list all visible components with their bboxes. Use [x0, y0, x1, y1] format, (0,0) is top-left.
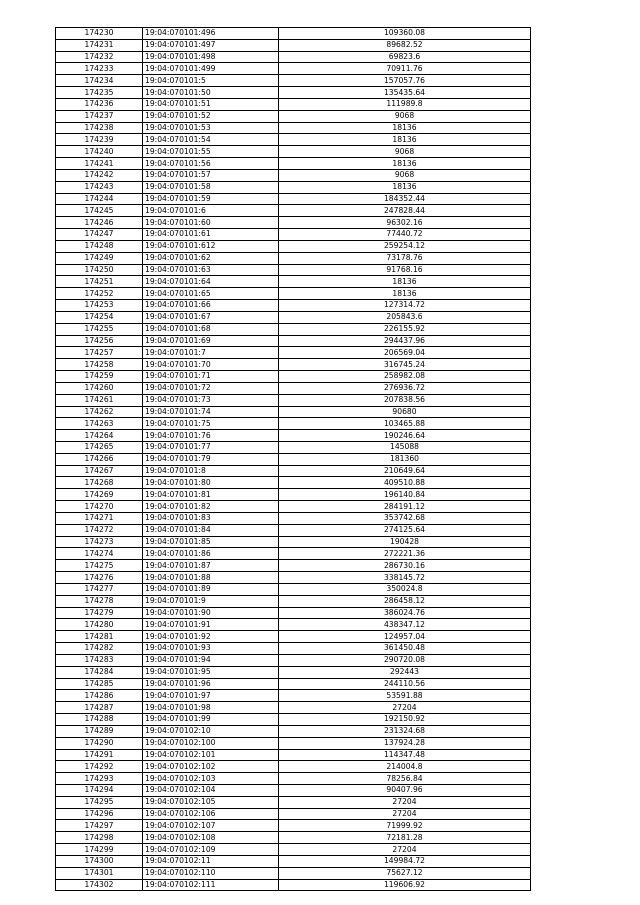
- row-number-cell: 174249: [56, 252, 143, 264]
- table-row: [56, 418, 531, 430]
- table-row: [56, 240, 531, 252]
- table-row: [56, 252, 531, 264]
- table-row: [56, 394, 531, 406]
- cadastral-number-cell: 19:04:070102:10: [143, 725, 279, 737]
- table-row: [56, 158, 531, 170]
- value-cell: 9068: [279, 169, 531, 181]
- cadastral-number-cell: 19:04:070102:100: [143, 737, 279, 749]
- row-number-cell: 174272: [56, 524, 143, 536]
- row-number-cell: 174241: [56, 158, 143, 170]
- row-number-cell: 174295: [56, 796, 143, 808]
- table-row: [56, 737, 531, 749]
- value-cell: 316745.24: [279, 359, 531, 371]
- table-row: [56, 193, 531, 205]
- value-cell: 69823.6: [279, 51, 531, 63]
- value-cell: 137924.28: [279, 737, 531, 749]
- value-cell: 292443: [279, 666, 531, 678]
- value-cell: 75627.12: [279, 867, 531, 879]
- value-cell: 192150.92: [279, 714, 531, 726]
- cadastral-number-cell: 19:04:070101:51: [143, 98, 279, 110]
- cadastral-number-cell: 19:04:070101:70: [143, 359, 279, 371]
- row-number-cell: 174271: [56, 512, 143, 524]
- table-row: [56, 844, 531, 856]
- row-number-cell: 174258: [56, 359, 143, 371]
- row-number-cell: 174252: [56, 288, 143, 300]
- row-number-cell: 174287: [56, 702, 143, 714]
- cadastral-number-cell: 19:04:070101:67: [143, 311, 279, 323]
- cadastral-number-cell: 19:04:070102:108: [143, 832, 279, 844]
- row-number-cell: 174259: [56, 371, 143, 383]
- value-cell: 18136: [279, 122, 531, 134]
- table-row: [56, 323, 531, 335]
- value-cell: 190428: [279, 536, 531, 548]
- table-row: [56, 548, 531, 560]
- row-number-cell: 174246: [56, 217, 143, 229]
- cadastral-number-cell: 19:04:070101:59: [143, 193, 279, 205]
- table-row: [56, 560, 531, 572]
- table-row: [56, 631, 531, 643]
- value-cell: 135435.64: [279, 87, 531, 99]
- table-row: [56, 583, 531, 595]
- cadastral-number-cell: 19:04:070101:87: [143, 560, 279, 572]
- value-cell: 73178.76: [279, 252, 531, 264]
- table-row: [56, 146, 531, 158]
- table-row: [56, 690, 531, 702]
- row-number-cell: 174251: [56, 276, 143, 288]
- value-cell: 77440.72: [279, 229, 531, 241]
- table-row: [56, 98, 531, 110]
- table-row: [56, 276, 531, 288]
- cadastral-number-cell: 19:04:070102:11: [143, 855, 279, 867]
- table-row: [56, 808, 531, 820]
- row-number-cell: 174255: [56, 323, 143, 335]
- cadastral-number-cell: 19:04:070101:612: [143, 240, 279, 252]
- table-row: [56, 181, 531, 193]
- cadastral-number-cell: 19:04:070101:56: [143, 158, 279, 170]
- row-number-cell: 174266: [56, 453, 143, 465]
- row-number-cell: 174301: [56, 867, 143, 879]
- table-row: [56, 335, 531, 347]
- cadastral-number-cell: 19:04:070101:5: [143, 75, 279, 87]
- table-row: [56, 28, 531, 40]
- table-row: [56, 678, 531, 690]
- table-row: [56, 205, 531, 217]
- table-row: [56, 643, 531, 655]
- cadastral-number-cell: 19:04:070101:97: [143, 690, 279, 702]
- cadastral-number-cell: 19:04:070101:65: [143, 288, 279, 300]
- table-row: [56, 725, 531, 737]
- value-cell: 27204: [279, 796, 531, 808]
- row-number-cell: 174293: [56, 773, 143, 785]
- cadastral-number-cell: 19:04:070101:75: [143, 418, 279, 430]
- table-row: [56, 300, 531, 312]
- row-number-cell: 174299: [56, 844, 143, 856]
- cadastral-number-cell: 19:04:070101:91: [143, 619, 279, 631]
- cadastral-number-cell: 19:04:070101:6: [143, 205, 279, 217]
- value-cell: 258982.08: [279, 371, 531, 383]
- cadastral-number-cell: 19:04:070101:68: [143, 323, 279, 335]
- value-cell: 119606.92: [279, 879, 531, 891]
- cadastral-number-cell: 19:04:070101:86: [143, 548, 279, 560]
- row-number-cell: 174261: [56, 394, 143, 406]
- row-number-cell: 174296: [56, 808, 143, 820]
- data-table: [55, 27, 531, 891]
- value-cell: 70911.76: [279, 63, 531, 75]
- row-number-cell: 174283: [56, 654, 143, 666]
- cadastral-number-cell: 19:04:070101:89: [143, 583, 279, 595]
- table-row: [56, 75, 531, 87]
- value-cell: 210649.64: [279, 465, 531, 477]
- cadastral-number-cell: 19:04:070101:80: [143, 477, 279, 489]
- cadastral-number-cell: 19:04:070102:106: [143, 808, 279, 820]
- row-number-cell: 174265: [56, 441, 143, 453]
- row-number-cell: 174291: [56, 749, 143, 761]
- cadastral-number-cell: 19:04:070101:8: [143, 465, 279, 477]
- value-cell: 96302.16: [279, 217, 531, 229]
- value-cell: 207838.56: [279, 394, 531, 406]
- value-cell: 259254.12: [279, 240, 531, 252]
- cadastral-number-cell: 19:04:070101:73: [143, 394, 279, 406]
- table-row: [56, 477, 531, 489]
- cadastral-number-cell: 19:04:070101:7: [143, 347, 279, 359]
- value-cell: 18136: [279, 158, 531, 170]
- table-row: [56, 311, 531, 323]
- table-row: [56, 87, 531, 99]
- row-number-cell: 174231: [56, 39, 143, 51]
- row-number-cell: 174270: [56, 501, 143, 513]
- cadastral-number-cell: 19:04:070101:82: [143, 501, 279, 513]
- row-number-cell: 174267: [56, 465, 143, 477]
- value-cell: 9068: [279, 146, 531, 158]
- row-number-cell: 174302: [56, 879, 143, 891]
- value-cell: 27204: [279, 844, 531, 856]
- row-number-cell: 174280: [56, 619, 143, 631]
- value-cell: 290720.08: [279, 654, 531, 666]
- cadastral-number-cell: 19:04:070102:111: [143, 879, 279, 891]
- cadastral-number-cell: 19:04:070101:76: [143, 430, 279, 442]
- table-row: [56, 288, 531, 300]
- row-number-cell: 174260: [56, 382, 143, 394]
- row-number-cell: 174284: [56, 666, 143, 678]
- value-cell: 145088: [279, 441, 531, 453]
- cadastral-number-cell: 19:04:070101:88: [143, 572, 279, 584]
- table-row: [56, 501, 531, 513]
- row-number-cell: 174277: [56, 583, 143, 595]
- value-cell: 18136: [279, 181, 531, 193]
- table-row: [56, 773, 531, 785]
- value-cell: 111989.8: [279, 98, 531, 110]
- row-number-cell: 174292: [56, 761, 143, 773]
- value-cell: 190246.64: [279, 430, 531, 442]
- cadastral-number-cell: 19:04:070101:499: [143, 63, 279, 75]
- cadastral-number-cell: 19:04:070102:102: [143, 761, 279, 773]
- value-cell: 286458.12: [279, 595, 531, 607]
- value-cell: 103465.88: [279, 418, 531, 430]
- cadastral-number-cell: 19:04:070101:54: [143, 134, 279, 146]
- value-cell: 206569.04: [279, 347, 531, 359]
- value-cell: 361450.48: [279, 643, 531, 655]
- table-row: [56, 536, 531, 548]
- value-cell: 53591.88: [279, 690, 531, 702]
- cadastral-number-cell: 19:04:070101:497: [143, 39, 279, 51]
- row-number-cell: 174256: [56, 335, 143, 347]
- table-row: [56, 134, 531, 146]
- value-cell: 350024.8: [279, 583, 531, 595]
- cadastral-number-cell: 19:04:070101:496: [143, 28, 279, 40]
- table-row: [56, 63, 531, 75]
- cadastral-number-cell: 19:04:070101:61: [143, 229, 279, 241]
- row-number-cell: 174230: [56, 28, 143, 40]
- value-cell: 27204: [279, 702, 531, 714]
- cadastral-number-cell: 19:04:070101:69: [143, 335, 279, 347]
- value-cell: 284191.12: [279, 501, 531, 513]
- row-number-cell: 174286: [56, 690, 143, 702]
- value-cell: 124957.04: [279, 631, 531, 643]
- row-number-cell: 174274: [56, 548, 143, 560]
- table-row: [56, 796, 531, 808]
- cadastral-number-cell: 19:04:070101:92: [143, 631, 279, 643]
- table-row: [56, 347, 531, 359]
- value-cell: 196140.84: [279, 489, 531, 501]
- value-cell: 90407.96: [279, 785, 531, 797]
- value-cell: 386024.76: [279, 607, 531, 619]
- table-row: [56, 406, 531, 418]
- value-cell: 127314.72: [279, 300, 531, 312]
- cadastral-number-cell: 19:04:070102:110: [143, 867, 279, 879]
- row-number-cell: 174298: [56, 832, 143, 844]
- table-row: [56, 264, 531, 276]
- value-cell: 272221.36: [279, 548, 531, 560]
- cadastral-number-cell: 19:04:070102:103: [143, 773, 279, 785]
- value-cell: 9068: [279, 110, 531, 122]
- table-row: [56, 867, 531, 879]
- row-number-cell: 174279: [56, 607, 143, 619]
- cadastral-number-cell: 19:04:070101:98: [143, 702, 279, 714]
- value-cell: 90680: [279, 406, 531, 418]
- cadastral-number-cell: 19:04:070102:105: [143, 796, 279, 808]
- table-row: [56, 524, 531, 536]
- table-row: [56, 217, 531, 229]
- cadastral-number-cell: 19:04:070101:64: [143, 276, 279, 288]
- cadastral-number-cell: 19:04:070102:101: [143, 749, 279, 761]
- row-number-cell: 174297: [56, 820, 143, 832]
- table-row: [56, 832, 531, 844]
- value-cell: 438347.12: [279, 619, 531, 631]
- table-row: [56, 465, 531, 477]
- cadastral-number-cell: 19:04:070101:93: [143, 643, 279, 655]
- value-cell: 114347.48: [279, 749, 531, 761]
- value-cell: 109360.08: [279, 28, 531, 40]
- cadastral-number-cell: 19:04:070102:104: [143, 785, 279, 797]
- table-row: [56, 430, 531, 442]
- table-row: [56, 761, 531, 773]
- cadastral-number-cell: 19:04:070101:81: [143, 489, 279, 501]
- row-number-cell: 174294: [56, 785, 143, 797]
- table-row: [56, 441, 531, 453]
- row-number-cell: 174264: [56, 430, 143, 442]
- value-cell: 89682.52: [279, 39, 531, 51]
- value-cell: 338145.72: [279, 572, 531, 584]
- row-number-cell: 174232: [56, 51, 143, 63]
- cadastral-number-cell: 19:04:070101:85: [143, 536, 279, 548]
- value-cell: 78256.84: [279, 773, 531, 785]
- value-cell: 231324.68: [279, 725, 531, 737]
- cadastral-number-cell: 19:04:070101:9: [143, 595, 279, 607]
- table-body: [56, 28, 531, 891]
- value-cell: 294437.96: [279, 335, 531, 347]
- cadastral-number-cell: 19:04:070101:50: [143, 87, 279, 99]
- value-cell: 184352.44: [279, 193, 531, 205]
- value-cell: 353742.68: [279, 512, 531, 524]
- row-number-cell: 174282: [56, 643, 143, 655]
- table-row: [56, 229, 531, 241]
- row-number-cell: 174288: [56, 714, 143, 726]
- cadastral-number-cell: 19:04:070101:95: [143, 666, 279, 678]
- row-number-cell: 174262: [56, 406, 143, 418]
- value-cell: 71999.92: [279, 820, 531, 832]
- row-number-cell: 174250: [56, 264, 143, 276]
- cadastral-number-cell: 19:04:070101:71: [143, 371, 279, 383]
- table-row: [56, 489, 531, 501]
- table-row: [56, 749, 531, 761]
- row-number-cell: 174275: [56, 560, 143, 572]
- cadastral-number-cell: 19:04:070102:109: [143, 844, 279, 856]
- value-cell: 226155.92: [279, 323, 531, 335]
- table-row: [56, 371, 531, 383]
- cadastral-number-cell: 19:04:070101:57: [143, 169, 279, 181]
- table-row: [56, 855, 531, 867]
- cadastral-number-cell: 19:04:070101:94: [143, 654, 279, 666]
- cadastral-number-cell: 19:04:070101:79: [143, 453, 279, 465]
- row-number-cell: 174244: [56, 193, 143, 205]
- value-cell: 247828.44: [279, 205, 531, 217]
- value-cell: 18136: [279, 276, 531, 288]
- row-number-cell: 174276: [56, 572, 143, 584]
- cadastral-number-cell: 19:04:070101:62: [143, 252, 279, 264]
- cadastral-number-cell: 19:04:070102:107: [143, 820, 279, 832]
- table-row: [56, 785, 531, 797]
- table-row: [56, 572, 531, 584]
- row-number-cell: 174237: [56, 110, 143, 122]
- row-number-cell: 174289: [56, 725, 143, 737]
- value-cell: 181360: [279, 453, 531, 465]
- table-row: [56, 619, 531, 631]
- table-row: [56, 169, 531, 181]
- table-row: [56, 122, 531, 134]
- cadastral-number-cell: 19:04:070101:63: [143, 264, 279, 276]
- table-row: [56, 359, 531, 371]
- cadastral-number-cell: 19:04:070101:96: [143, 678, 279, 690]
- table-row: [56, 39, 531, 51]
- row-number-cell: 174257: [56, 347, 143, 359]
- row-number-cell: 174248: [56, 240, 143, 252]
- value-cell: 286730.16: [279, 560, 531, 572]
- table-row: [56, 110, 531, 122]
- value-cell: 149984.72: [279, 855, 531, 867]
- table-row: [56, 607, 531, 619]
- cadastral-number-cell: 19:04:070101:55: [143, 146, 279, 158]
- cadastral-number-cell: 19:04:070101:52: [143, 110, 279, 122]
- value-cell: 157057.76: [279, 75, 531, 87]
- row-number-cell: 174285: [56, 678, 143, 690]
- value-cell: 276936.72: [279, 382, 531, 394]
- table-row: [56, 666, 531, 678]
- cadastral-number-cell: 19:04:070101:58: [143, 181, 279, 193]
- row-number-cell: 174239: [56, 134, 143, 146]
- table-row: [56, 382, 531, 394]
- row-number-cell: 174245: [56, 205, 143, 217]
- cadastral-number-cell: 19:04:070101:84: [143, 524, 279, 536]
- cadastral-number-cell: 19:04:070101:77: [143, 441, 279, 453]
- row-number-cell: 174263: [56, 418, 143, 430]
- cadastral-number-cell: 19:04:070101:53: [143, 122, 279, 134]
- table-row: [56, 654, 531, 666]
- cadastral-number-cell: 19:04:070101:60: [143, 217, 279, 229]
- cadastral-number-cell: 19:04:070101:66: [143, 300, 279, 312]
- row-number-cell: 174253: [56, 300, 143, 312]
- table-row: [56, 702, 531, 714]
- value-cell: 18136: [279, 288, 531, 300]
- cadastral-number-cell: 19:04:070101:74: [143, 406, 279, 418]
- value-cell: 214004.8: [279, 761, 531, 773]
- row-number-cell: 174254: [56, 311, 143, 323]
- row-number-cell: 174278: [56, 595, 143, 607]
- value-cell: 205843.6: [279, 311, 531, 323]
- cadastral-number-cell: 19:04:070101:498: [143, 51, 279, 63]
- row-number-cell: 174247: [56, 229, 143, 241]
- cadastral-number-cell: 19:04:070101:83: [143, 512, 279, 524]
- value-cell: 274125.64: [279, 524, 531, 536]
- cadastral-number-cell: 19:04:070101:99: [143, 714, 279, 726]
- row-number-cell: 174281: [56, 631, 143, 643]
- row-number-cell: 174235: [56, 87, 143, 99]
- row-number-cell: 174233: [56, 63, 143, 75]
- row-number-cell: 174300: [56, 855, 143, 867]
- value-cell: 91768.16: [279, 264, 531, 276]
- cadastral-number-cell: 19:04:070101:90: [143, 607, 279, 619]
- table-row: [56, 453, 531, 465]
- table-row: [56, 820, 531, 832]
- row-number-cell: 174273: [56, 536, 143, 548]
- table-row: [56, 714, 531, 726]
- value-cell: 18136: [279, 134, 531, 146]
- value-cell: 409510.88: [279, 477, 531, 489]
- table-row: [56, 595, 531, 607]
- table-row: [56, 512, 531, 524]
- row-number-cell: 174243: [56, 181, 143, 193]
- row-number-cell: 174240: [56, 146, 143, 158]
- row-number-cell: 174242: [56, 169, 143, 181]
- row-number-cell: 174236: [56, 98, 143, 110]
- value-cell: 244110.56: [279, 678, 531, 690]
- table-row: [56, 879, 531, 891]
- cadastral-number-cell: 19:04:070101:72: [143, 382, 279, 394]
- table-row: [56, 51, 531, 63]
- row-number-cell: 174268: [56, 477, 143, 489]
- value-cell: 27204: [279, 808, 531, 820]
- value-cell: 72181.28: [279, 832, 531, 844]
- row-number-cell: 174238: [56, 122, 143, 134]
- row-number-cell: 174234: [56, 75, 143, 87]
- row-number-cell: 174290: [56, 737, 143, 749]
- row-number-cell: 174269: [56, 489, 143, 501]
